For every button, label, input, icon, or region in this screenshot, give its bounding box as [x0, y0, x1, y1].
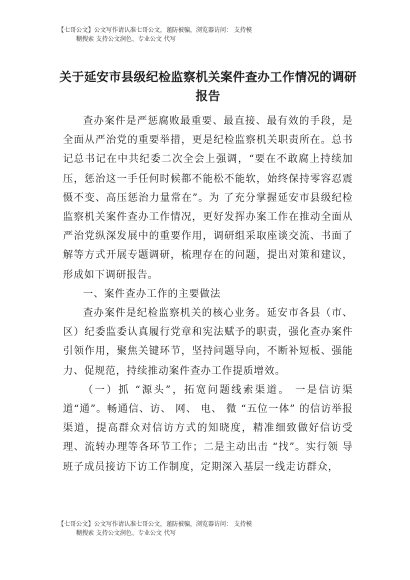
section-heading: 一、案件查办工作的主要做法: [83, 288, 221, 300]
paragraph-subsection-1: （一）抓 “源头”，拓宽问题线索渠道。 一是信访渠道“通”。畅通信、访、 网、 电、 微 “五位一体” 的信访举报 渠道，提高群众对信访方式的知晓度，精准细致做好信访受 理、流转办理等各环节工作；二是主动出击 “找”。实行领 导班子成员接访下访工作制度，定期深入基层一线走访群众，: [63, 384, 353, 473]
footer-line-2: 糊搜索 支持公文润色、专业公文 代写: [76, 530, 176, 537]
paragraph-section-intro: 查办案件是纪检监察机关的核心业务。延安市各县（市、区）纪委监委认真履行党章和宪法赋予的职责，强化查办案件引领作用，聚焦关键环节，坚持问题导向，不断补短板、强能力、促规范，持续推动案件查办工作提质增效。: [63, 308, 353, 377]
document-body: [63, 112, 353, 477]
paragraph-intro: 查办案件是严惩腐败最重要、最直接、最有效的手段，是全面从严治党的重要举措，更是纪检监察机关职责所在。总书记总书记在中共纪委二次全会上强调，“要在不敢腐上持续加压，惩治这一手任何时候都不能松不能软，始终保持零容忍震慑不变、高压惩治力量常在”。为 了充分掌握延安市县级纪检监察机关案件查办工作情况，更好发挥办案工作在推动全面从严治党纵深发展中的重要作用，调研组采取座谈交流、书面了解等方式开展专题调研，梳理存在的问题，提出对策和建议，形成如下调研报告。: [63, 116, 353, 281]
page-header-watermark: [58, 26, 358, 44]
header-line-2: 糊搜索 支持公文润色、专业公文 代写: [76, 36, 176, 43]
document-title: 关于延安市县级纪检监察机关案件查办工作情况的调研报告: [59, 70, 357, 103]
page-footer-watermark: [58, 520, 358, 538]
header-line-1: 【七哥公文】公文写作请认准七哥公文，谨防被骗，浏览器访问： 支持模: [58, 27, 252, 34]
footer-line-1: 【七哥公文】公文写作请认准七哥公文，谨防被骗，浏览器访问： 支持模: [58, 521, 252, 528]
